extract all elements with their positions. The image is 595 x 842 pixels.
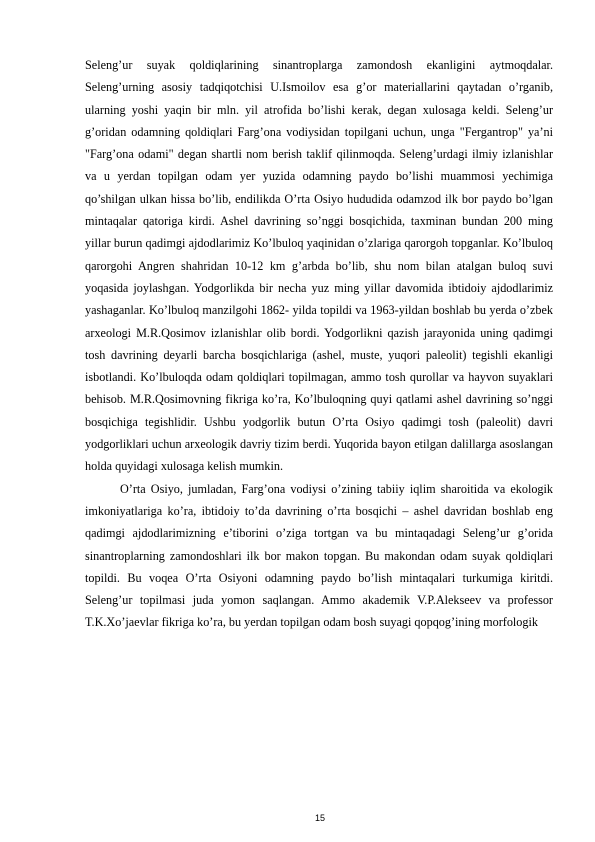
body-text bbox=[85, 54, 553, 634]
paragraph-2: O’rta Osiyo, jumladan, Farg’ona vodiysi o’zining tabiiy iqlim sharoitida va ekologik imkoniyatlariga ko’ra, ibtidoiy to’da davrining o’rta bosqichi – ashel davridan boshlab eng qadimgi ajdodlarimizning e’tiborini o’ziga tortgan va bu mintaqadagi Seleng’ur g’orida sinantroplarning zamondoshlari ilk bor makon topgan. Bu makondan odam suyak qoldiqlari topildi. Bu voqea O’rta Osiyoni odamning paydo bo’lish mintaqalari turkumiga kiritdi. Seleng’ur topilmasi juda yomon saqlangan. Ammo akademik V.P.Alekseev va professor T.K.Xo’jaevlar fikriga ko’ra, bu yerdan topilgan odam bosh suyagi qopqog’ining morfologik bbox=[85, 481, 553, 630]
page-number: 15 bbox=[314, 813, 325, 823]
paragraph-1: Seleng’ur suyak qoldiqlarining sinantroplarga zamondosh ekanligini aytmoqdalar. Seleng’urning asosiy tadqiqotchisi U.Ismoilov esa g’or materiallarini qaytadan o’rganib, ularning yoshi yaqin bir mln. yil atrofida bo’lishi kerak, degan xulosaga keldi. Seleng’ur g’oridan odamning qoldiqlari Farg’ona vodiysidan topilgani uchun, unga "Fergantrop" ya’ni "Farg’ona odami" degan shartli nom berish taklif qilinmoqda. Seleng’urdagi ilmiy izlanishlar va u yerdan topilgan odam yer yuzida odamning paydo bo’lishi muammosi yechimiga qo’shilgan ulkan hissa bo’lib, endilikda O’rta Osiyo hududida odamzod ilk bor paydo bo’lgan mintaqalar qatoriga kirdi. Ashel davrining so’nggi bosqichida, taxminan bundan 200 ming yillar burun qadimgi ajdodlarimiz Ko’lbuloq yaqinidan o’zlariga qarorgoh topganlar. Ko’lbuloq qarorgohi Angren shahridan 10-12 km g’arbda bo’lib, shu nom bilan atalgan buloq suvi yoqasida joylashgan. Yodgorlikda bir necha yuz ming yillar davomida ibtidoiy ajdodlarimiz yashaganlar. Ko’lbuloq manzilgohi 1862- yilda topildi va 1963-yildan boshlab bu yerda o’zbek arxeologi M.R.Qosimov izlanishlar olib bordi. Yodgorlikni qazish jarayonida uning qadimgi tosh davrining deyarli barcha bosqichlariga (ashel, muste, yuqori paleolit) tegishli ekanligi isbotlandi. Ko’lbuloqda odam qoldiqlari topilmagan, ammo tosh qurollar va hayvon suyaklari behisob. M.R.Qosimovning fikriga ko’ra, Ko’lbuloqning quyi qatlami ashel davrining so’nggi bosqichiga tegishlidir. Ushbu yodgorlik butun O’rta Osiyo qadimgi tosh (paleolit) davri yodgorliklari uchun arxeologik davriy tizim berdi. Yuqorida bayon etilgan dalillarga asoslangan holda quyidagi xulosaga kelish mumkin. bbox=[85, 58, 553, 474]
